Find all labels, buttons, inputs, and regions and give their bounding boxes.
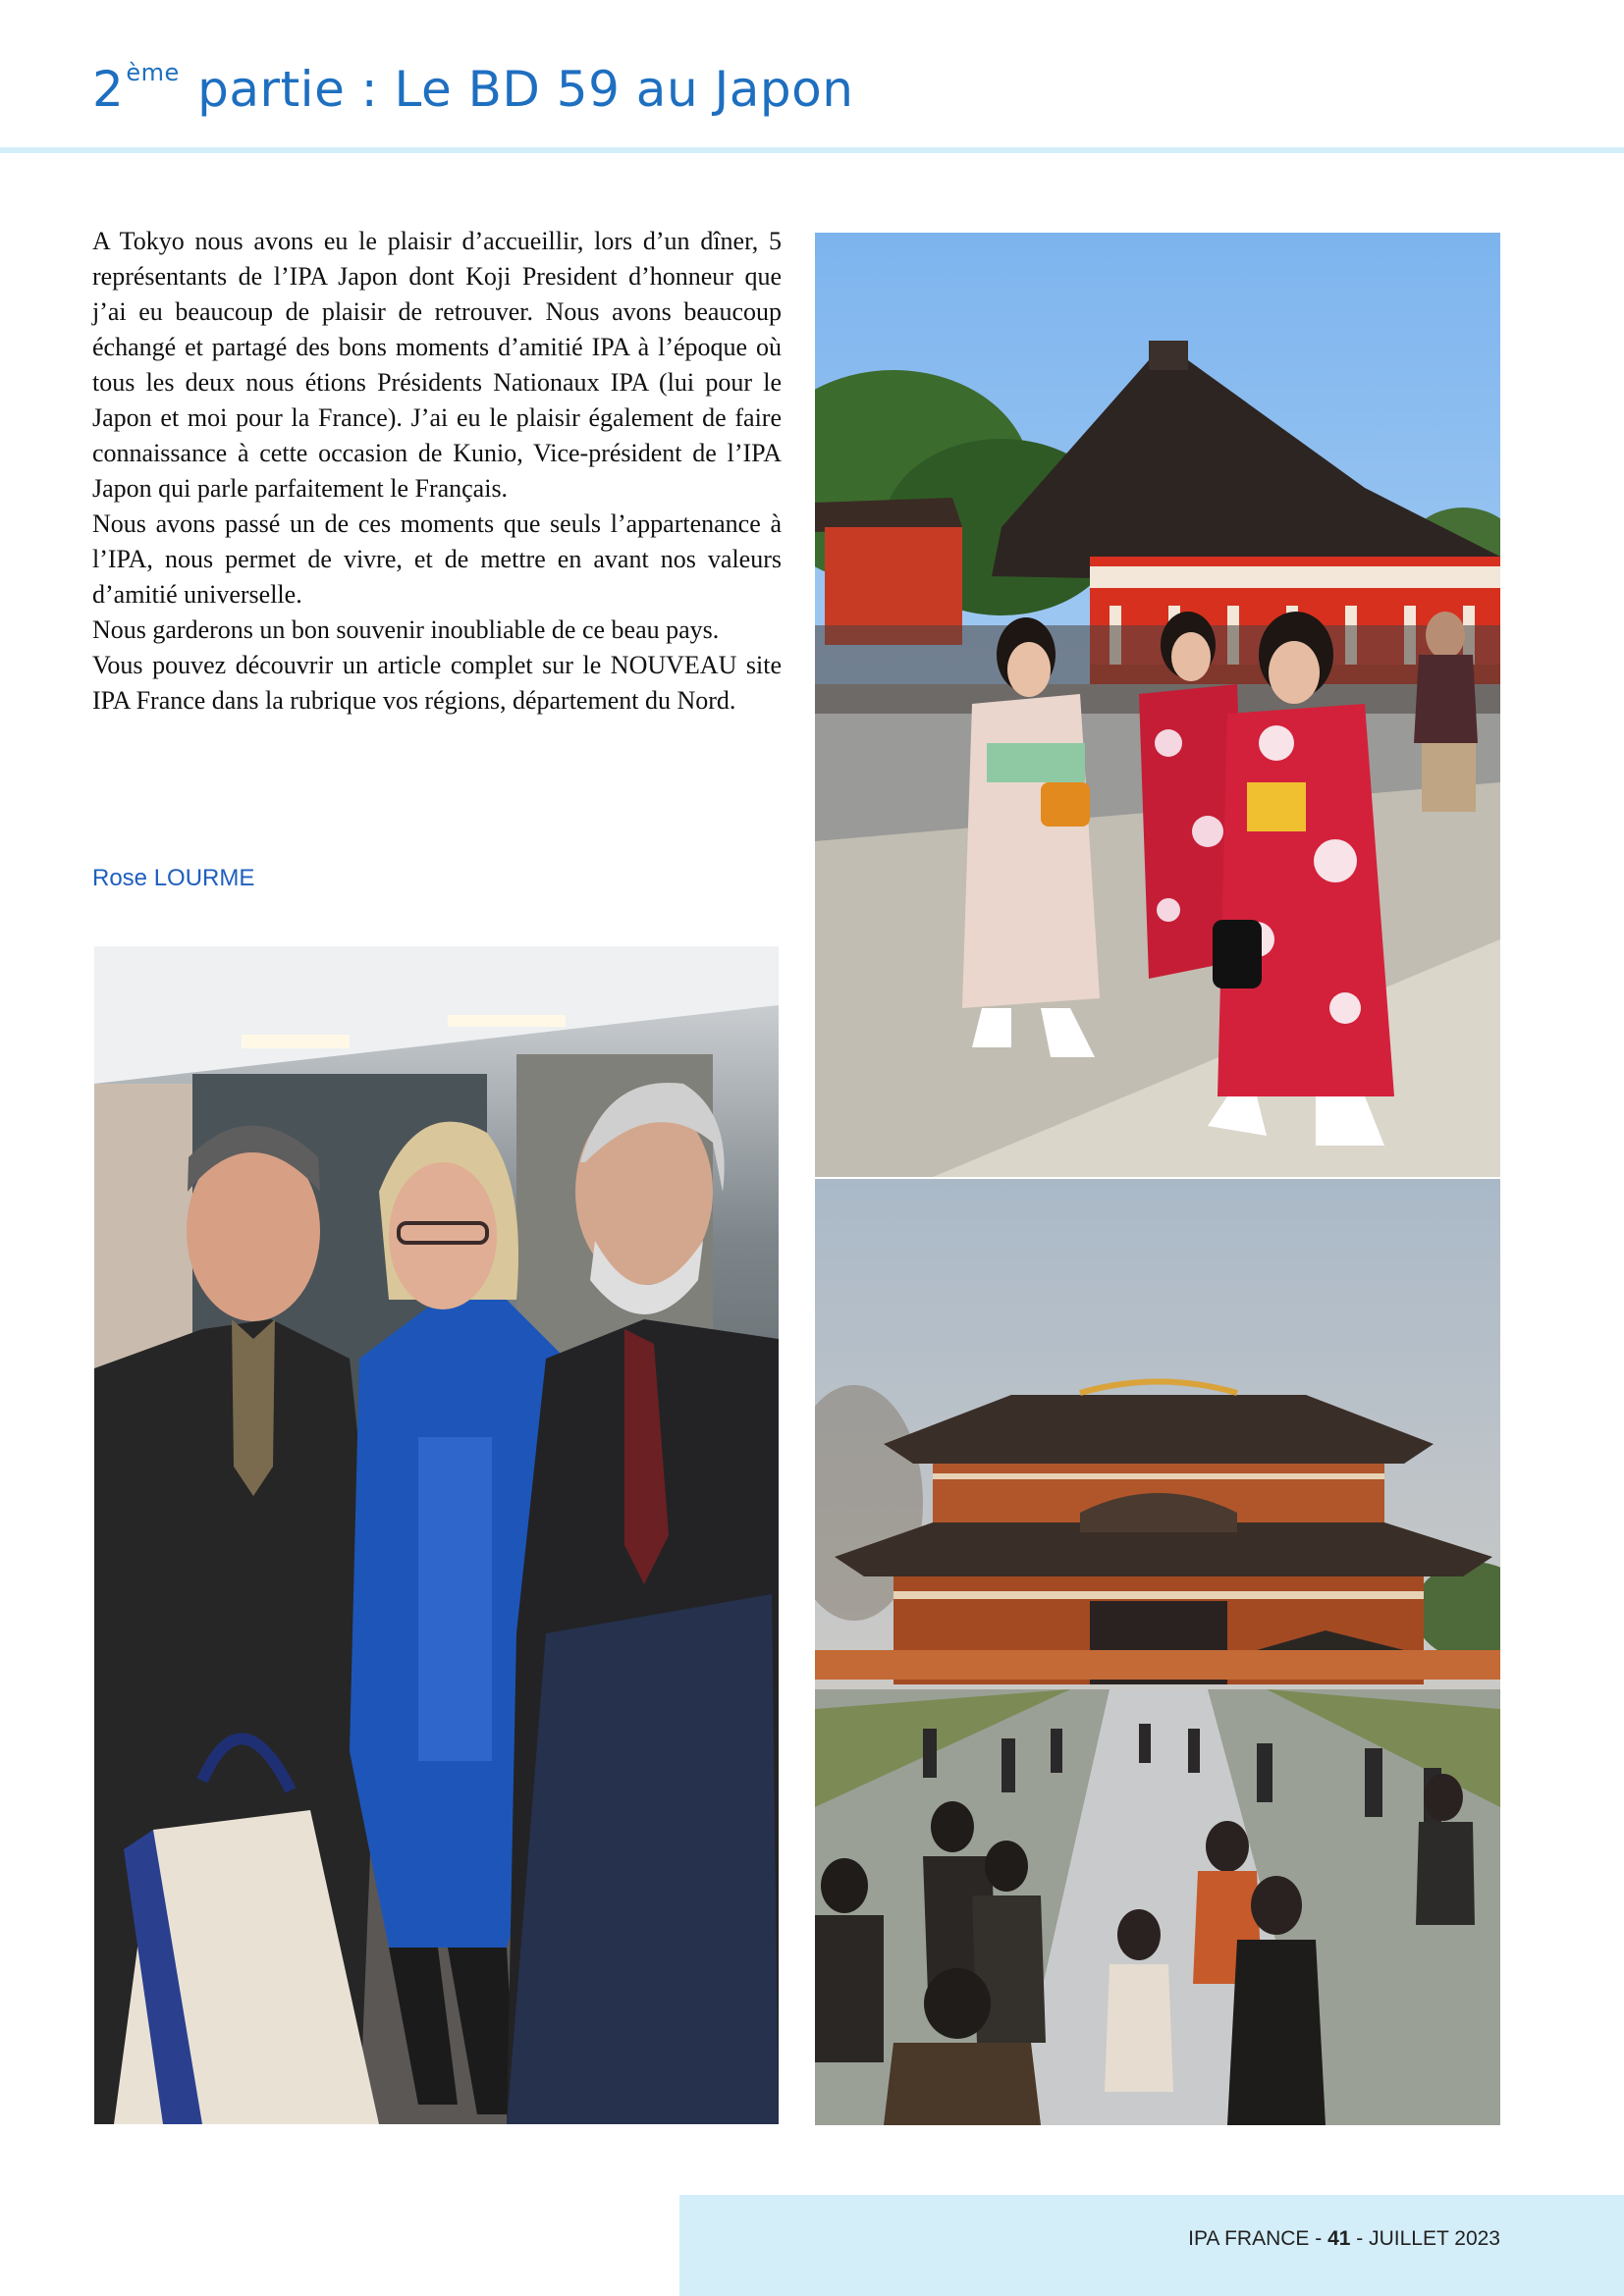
header-divider: [0, 147, 1624, 153]
group-portrait-photo: [94, 946, 779, 2124]
footer-issue: - JUILLET 2023: [1356, 2227, 1500, 2250]
footer-publication: IPA FRANCE -: [1188, 2227, 1323, 2250]
article-paragraph-4: Vous pouvez découvrir un article complet sur le NOUVEAU site IPA France dans la rubrique vos régions, département du Nord.: [92, 651, 782, 715]
footer-page-number: 41: [1327, 2227, 1351, 2250]
title-superscript: ème: [126, 59, 180, 86]
shrine-kimono-photo: [815, 233, 1500, 1177]
article-author: Rose LOURME: [92, 865, 255, 891]
title-prefix: 2: [92, 61, 125, 118]
article-paragraph-2: Nous avons passé un de ces moments que seuls l’appartenance à l’IPA, nous permet de vivre, et de mettre en avant nos valeurs d’amitié universelle.: [92, 509, 782, 609]
page-title: [92, 59, 854, 118]
temple-hall-photo: [815, 1179, 1500, 2125]
page-footer: [1188, 2226, 1500, 2252]
title-rest: partie : Le BD 59 au Japon: [197, 61, 854, 118]
article-paragraph-1: A Tokyo nous avons eu le plaisir d’accueillir, lors d’un dîner, 5 représentants de l’IPA Japon dont Koji President d’honneur que j’ai eu beaucoup de plaisir de retrouver. Nous avons beaucoup échangé et partagé des bons moments d’amitié IPA à l’époque où tous les deux nous étions Présidents Nationaux IPA (lui pour le Japon et moi pour la France). J’ai eu le plaisir également de faire connaissance à cette occasion de Kunio, Vice-président de l’IPA Japon qui parle parfaitement le Français.: [92, 227, 782, 503]
article-paragraph-3: Nous garderons un bon souvenir inoubliable de ce beau pays.: [92, 615, 720, 644]
article-body: [92, 224, 782, 719]
